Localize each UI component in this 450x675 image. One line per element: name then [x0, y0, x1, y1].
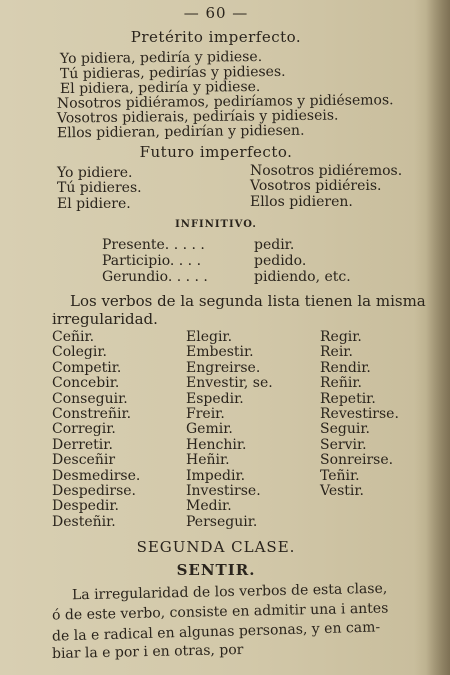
paragraph-line: ó de este verbo, consiste en admitir una i antes — [51, 600, 389, 624]
verb-list-column-2 — [186, 330, 273, 530]
verb-item: Medir. — [186, 498, 232, 515]
infinitivo-value: pedido. — [254, 253, 307, 269]
futuro-line: Nosotros pidiéremos. — [250, 163, 403, 179]
infinitivo-heading: INFINITIVO. — [175, 219, 257, 230]
paragraph-line: La irregularidad de los verbos de esta clase, — [71, 580, 388, 604]
verb-item: Seguir. — [320, 421, 370, 438]
verb-item: Espedir. — [186, 390, 244, 407]
futuro-line: Ellos pidieren. — [250, 193, 353, 210]
infinitivo-row — [102, 237, 294, 253]
verb-item: Teñir. — [320, 467, 360, 484]
intro-line: Los verbos de la segunda lista tienen la misma — [70, 292, 426, 310]
infinitivo-label: Presente. . . . . — [102, 237, 205, 253]
infinitivo-value: pedir. — [254, 237, 295, 253]
verb-list-column-1 — [52, 330, 140, 530]
preterito-line: Vosotros pidierais, pediríais y pidieseis. — [56, 107, 339, 127]
verb-item: Sonreirse. — [320, 452, 394, 469]
preterito-line: Ellos pidieran, pedirían y pidiesen. — [56, 122, 305, 142]
verb-item: Gemir. — [186, 421, 233, 438]
verb-item: Heñir. — [186, 452, 230, 469]
preterito-line: Yo pidiera, pediría y pidiese. — [59, 48, 263, 68]
futuro-line: Vosotros pidiéreis. — [250, 178, 382, 195]
verb-item: Desceñir — [52, 452, 116, 469]
verb-item: Despedirse. — [52, 482, 136, 499]
verb-item: Impedir. — [186, 467, 246, 484]
verb-item: Regir. — [320, 329, 362, 345]
infinitivo-value: pidiendo, etc. — [254, 269, 351, 285]
preterito-line: El pidiera, pediría y pidiese. — [59, 78, 261, 98]
verb-item: Embestir. — [186, 344, 254, 361]
verb-item: Reñir. — [320, 375, 362, 392]
verb-item: Investirse. — [186, 482, 261, 499]
verb-item: Despedir. — [52, 498, 119, 515]
futuro-plural-column — [250, 164, 402, 210]
verb-item: Derretir. — [52, 436, 113, 453]
verb-item: Perseguir. — [186, 513, 258, 530]
verb-item: Competir. — [52, 359, 122, 376]
verb-item: Revestirse. — [320, 405, 399, 422]
infinitivo-row — [102, 253, 306, 269]
verb-item: Rendir. — [320, 359, 371, 376]
futuro-singular-column — [57, 166, 142, 212]
futuro-line: Yo pidiere. — [57, 165, 133, 181]
verb-item: Conseguir. — [52, 390, 128, 407]
infinitivo-label: Participio. . . . — [102, 253, 202, 269]
verb-item: Ceñir. — [52, 329, 95, 345]
verb-item: Elegir. — [186, 329, 233, 345]
verb-item: Desteñir. — [52, 513, 116, 530]
verb-item: Constreñir. — [52, 405, 132, 422]
verb-item: Concebir. — [52, 375, 120, 392]
verb-item: Freir. — [186, 405, 225, 422]
futuro-line: El pidiere. — [57, 195, 131, 212]
verb-item: Corregir. — [52, 421, 116, 438]
verb-item: Reir. — [320, 344, 353, 361]
futuro-line: Tú pidieres. — [57, 180, 142, 197]
infinitivo-label: Gerundio. . . . . — [102, 269, 208, 285]
verb-list-column-3 — [320, 330, 399, 499]
verb-item: Desmedirse. — [52, 467, 141, 484]
verb-item: Servir. — [320, 436, 367, 453]
verb-item: Henchir. — [186, 436, 247, 453]
paragraph-line: de la e radical en algunas personas, y en cam- — [51, 619, 381, 645]
preterito-line: Nosotros pidiéramos, pediríamos y pidiésemos. — [56, 92, 394, 112]
paragraph-line: biar la e por i en otras, por — [51, 641, 244, 663]
verb-item: Envestir, se. — [186, 375, 273, 392]
sentir-title: SENTIR. — [176, 561, 256, 579]
intro-line: irregularidad. — [52, 310, 158, 328]
infinitivo-row — [102, 269, 351, 285]
verb-item: Vestir. — [320, 482, 365, 499]
page-number: — 60 — — [183, 4, 249, 22]
preterito-line: Tú pidieras, pedirías y pidieses. — [59, 63, 286, 83]
verb-item: Colegir. — [52, 344, 107, 361]
futuro-heading: Futuro imperfecto. — [139, 143, 293, 161]
segunda-clase-heading: SEGUNDA CLASE. — [136, 538, 296, 556]
preterito-heading: Pretérito imperfecto. — [130, 28, 302, 46]
verb-item: Engreirse. — [186, 359, 261, 376]
verb-item: Repetir. — [320, 390, 376, 407]
